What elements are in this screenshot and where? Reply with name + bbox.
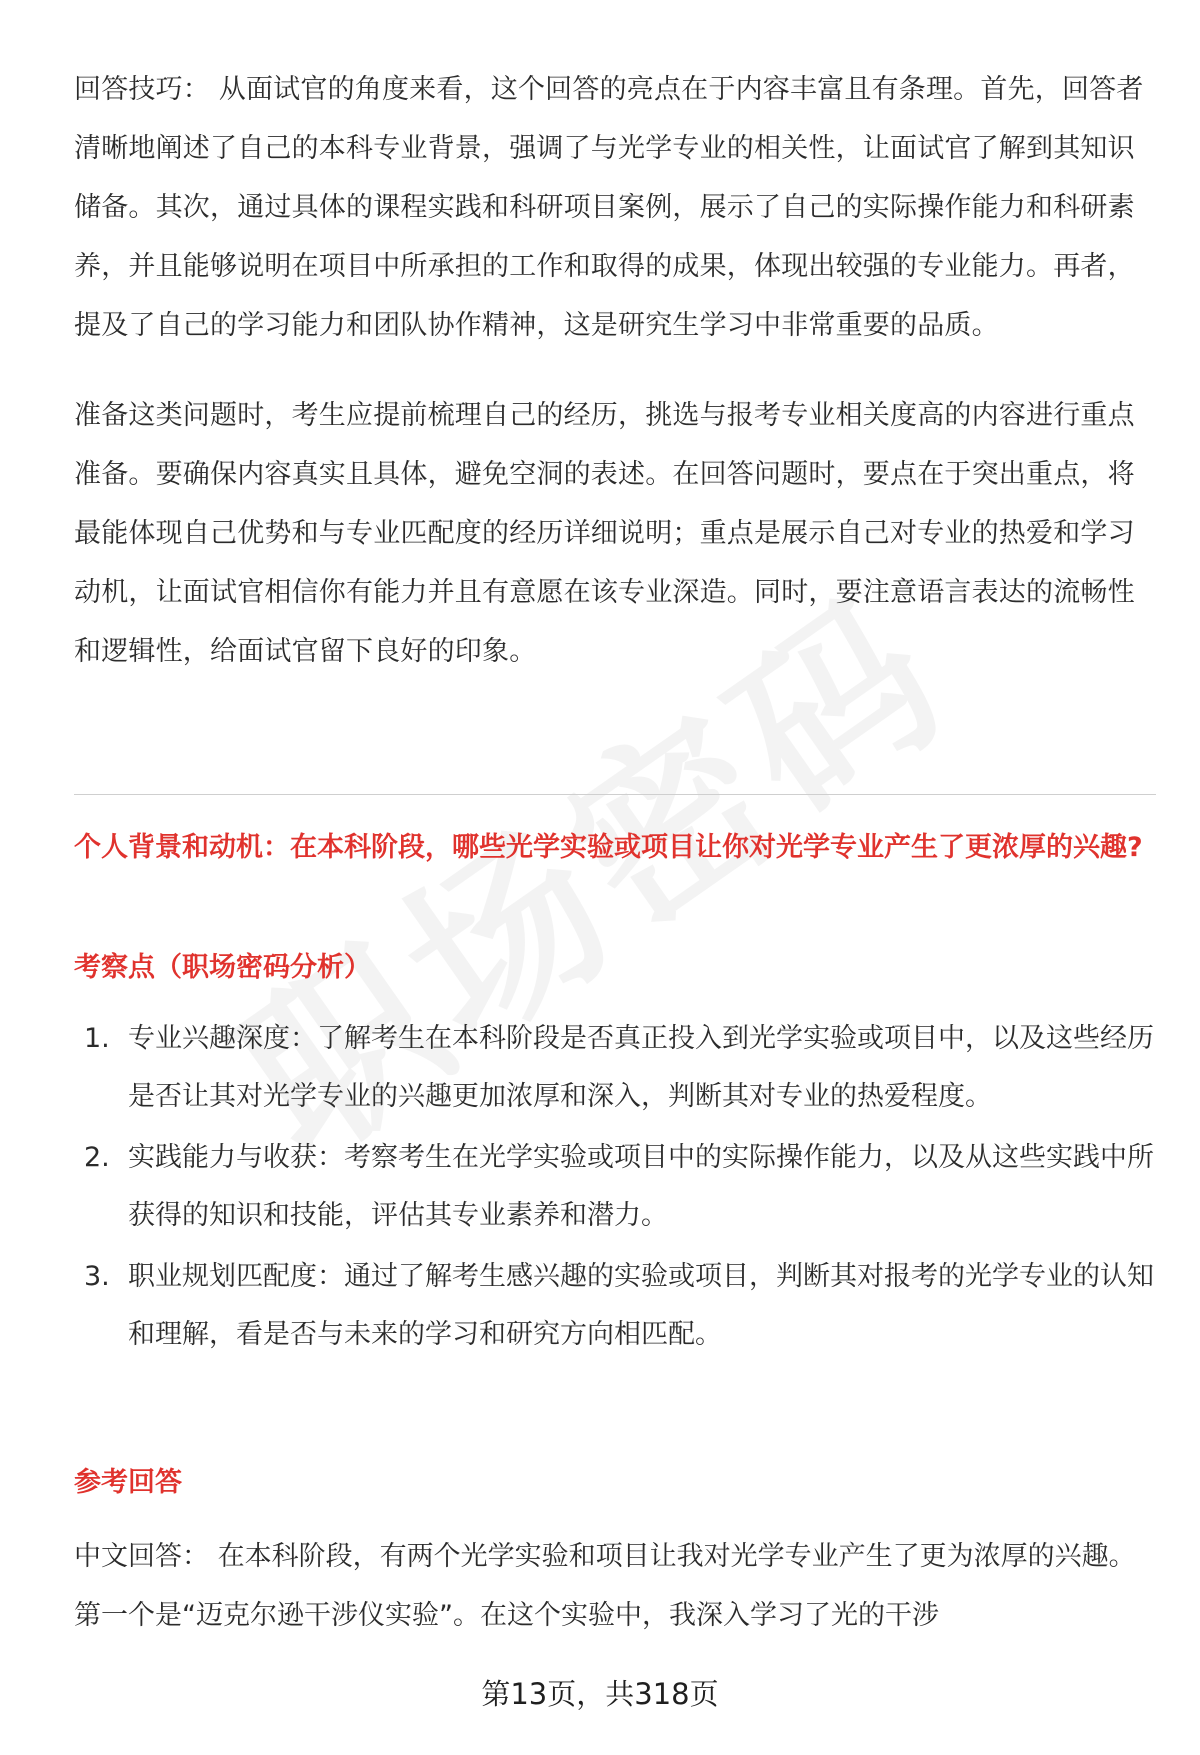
tips-paragraph: 回答技巧： 从面试官的角度来看，这个回答的亮点在于内容丰富且有条理。首先，回答者清晰地阐述了自己的本科专业背景，强调了与光学专业的相关性，让面试官了解到其知识储备。其次，通过具体的课程实践和科研项目案例，展示了自己的实际操作能力和科研素养，并且能够说明在项目中所承担的工作和取得的成果，体现出较强的专业能力。再者，提及了自己的学习能力和团队协作精神，这是研究生学习中非常重要的品质。 [74, 74, 1144, 341]
list-item [74, 1129, 1154, 1245]
preparation-paragraph: 准备这类问题时，考生应提前梳理自己的经历，挑选与报考专业相关度高的内容进行重点准备。要确保内容真实且具体，避免空洞的表述。在回答问题时，要点在于突出重点，将最能体现自己优势和与专业匹配度的经历详细说明；重点是展示自己对专业的热爱和学习动机，让面试官相信你有能力并且有意愿在该专业深造。同时，要注意语言表达的流畅性和逻辑性，给面试官留下良好的印象。 [74, 400, 1135, 667]
list-number: 2. [84, 1142, 110, 1173]
answer-label: 参考回答 [74, 1467, 182, 1498]
list-item [74, 1248, 1154, 1364]
question-heading: 个人背景和动机：在本科阶段，哪些光学实验或项目让你对光学专业产生了更浓厚的兴趣? [74, 832, 1143, 863]
intro-section [74, 60, 1154, 681]
page-number: 第13页，共318页 [481, 1677, 719, 1711]
list-text: 实践能力与收获：考察考生在光学实验或项目中的实际操作能力，以及从这些实践中所获得的知识和技能，评估其专业素养和潜力。 [128, 1142, 1154, 1231]
section-divider [74, 794, 1156, 795]
focus-list [74, 1010, 1154, 1364]
answer-paragraph: 中文回答： 在本科阶段，有两个光学实验和项目让我对光学专业产生了更为浓厚的兴趣。第一个是“迈克尔逊干涉仪实验”。在这个实验中，我深入学习了光的干涉 [74, 1541, 1136, 1631]
focus-label: 考察点（职场密码分析） [74, 952, 371, 983]
list-number: 3. [84, 1261, 110, 1292]
list-number: 1. [84, 1023, 110, 1054]
list-item [74, 1010, 1154, 1126]
list-text: 职业规划匹配度：通过了解考生感兴趣的实验或项目，判断其对报考的光学专业的认知和理解，看是否与未来的学习和研究方向相匹配。 [128, 1261, 1154, 1350]
list-text: 专业兴趣深度：了解考生在本科阶段是否真正投入到光学实验或项目中，以及这些经历是否让其对光学专业的兴趣更加浓厚和深入，判断其对专业的热爱程度。 [128, 1023, 1154, 1112]
